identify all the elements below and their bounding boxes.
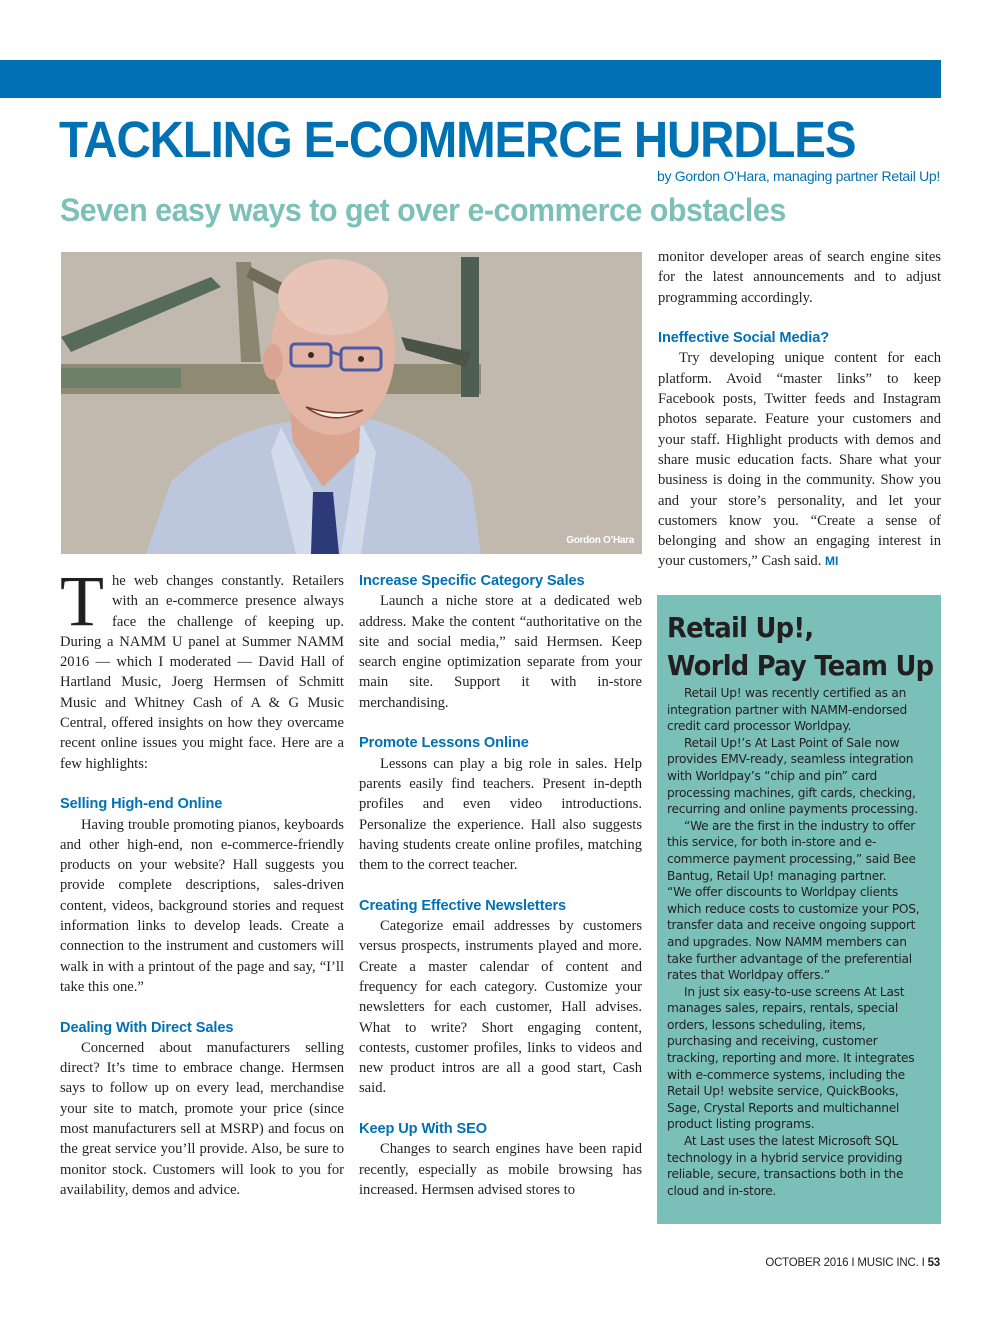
article-column-1 bbox=[60, 561, 344, 1200]
sidebar-paragraph: “We offer discounts to Worldpay clients which reduce costs to customize your POS, transfer data and receive ongoing support and upgrades. Now NAMM members can take further advantage of the preferential rates that Worldpay offers.” bbox=[667, 885, 920, 983]
section-body-continued: monitor developer areas of search engine sites for the latest announcements and to adjust programming accordingly. bbox=[658, 249, 941, 306]
sidebar-paragraph: Retail Up!’s At Last Point of Sale now provides EMV-ready, seamless integration with Worldpay’s “chip and pin” card processing machines, gift cards, checking, recurring and online payments processing. bbox=[667, 735, 918, 817]
header-color-band bbox=[0, 60, 941, 98]
article-subtitle: Seven easy ways to get over e-commerce obstacles bbox=[60, 192, 786, 228]
section-body-text: Try developing unique content for each platform. Avoid “master links” to keep Facebook posts, Twitter feeds and Instagram photos separate. Feature your customers and your staff. Highlight products with demos and share music education facts. Share what your business is doing in the community. Show you and your store’s personality, and let your customers know you. “Create a sense of belonging and show an engaging interest in your customers,” Cash said. bbox=[658, 350, 941, 570]
section-body: Lessons can play a big role in sales. Help parents easily find teachers. Present in-depth profiles and even video introductions. Personalize the experience. Hall also suggests having students create online profiles, matching them to the correct teacher. bbox=[359, 755, 642, 874]
page-footer bbox=[765, 1257, 940, 1269]
section-body: Concerned about manufacturers selling direct? It’s time to embrace change. Hermsen says to follow up on every lead, merchandise your site to match, promote your price (since most manufacturers sell at MSRP) and focus on the great service you’ll provide. Also, be sure to monitor stock. Customers will look to you for availability, demos and advice. bbox=[60, 1039, 344, 1198]
sidebar-paragraph: At Last uses the latest Microsoft SQL technology in a hybrid service providing reliable, secure, transactions both in the cloud and in-store. bbox=[667, 1134, 904, 1198]
article-column-2 bbox=[359, 571, 642, 1200]
byline: by Gordon O’Hara, managing partner Retail Up! bbox=[657, 168, 940, 184]
author-photo bbox=[61, 252, 642, 554]
section-body: Launch a niche store at a dedicated web address. Make the content “authoritative on the site and social media,” said Hermsen. Keep search engine optimization separate from your main site. Support it with in-store merchandising. bbox=[359, 593, 642, 711]
section-heading: Increase Specific Category Sales bbox=[359, 573, 585, 589]
section-heading: Selling High-end Online bbox=[60, 796, 223, 813]
article-title: TACKLING E-COMMERCE HURDLES bbox=[59, 111, 856, 168]
intro-text: he web changes constantly. Retailers with an e-commerce presence always face the challenge of keeping up. During a NAMM U panel at Summer NAMM 2016 — which I moderated — David Hall of Hartland Music, Joerg Hermsen of Schmitt Music and Whitney Cash of A & G Music Central, offered insights on how they overcame recent online issues you might face. Here are a few highlights: bbox=[60, 573, 344, 772]
sidebar-paragraph: “We are the first in the industry to offer this service, for both in-store and e-commerce payment processing,” said Bee Bantug, Retail Up! managing partner. bbox=[667, 818, 916, 883]
sidebar-paragraph: In just six easy-to-use screens At Last manages sales, repairs, rentals, special orders, lessons scheduling, items, purchasing and receiving, customer tracking, reporting and more. It integrates with e-commerce systems, including the Retail Up! website service, QuickBooks, Sage, Crystal Reports and multichannel product listing programs. bbox=[667, 984, 915, 1132]
section-body: Having trouble promoting pianos, keyboards and other high-end, non e-commerce-friendly products on your website? Hall suggests you provide complete descriptions, sales-driven content, videos, background stories and request information links to develop leads. Create a connection to the instrument and customers will walk in with a printout of the page and say, “I’ll take this one.” bbox=[60, 816, 344, 995]
section-heading: Keep Up With SEO bbox=[359, 1121, 487, 1138]
sidebar-box bbox=[657, 595, 941, 1224]
intro-paragraph bbox=[60, 561, 344, 774]
folio-text: OCTOBER 2016 I MUSIC INC. I bbox=[765, 1257, 928, 1269]
article-column-3 bbox=[658, 247, 941, 572]
section-body bbox=[658, 348, 941, 571]
sidebar-title-line2: World Pay Team Up bbox=[667, 649, 934, 682]
section-body: Categorize email addresses by customers versus prospects, instruments played and more. Create a master calendar of content and frequency for each category. Customize your newsletters for each customer, Hall advises. What to write? Short engaging content, contests, customer profiles, links to videos and new product intros are all a good start, Cash said. bbox=[359, 918, 642, 1097]
portrait-illustration bbox=[61, 252, 642, 554]
section-heading: Promote Lessons Online bbox=[359, 735, 529, 752]
section-heading: Creating Effective Newsletters bbox=[359, 897, 567, 914]
section-body: Changes to search engines have been rapid recently, especially as mobile browsing has increased. Hermsen advised stores to bbox=[359, 1141, 642, 1198]
photo-credit: Gordon O’Hara bbox=[566, 535, 634, 546]
drop-cap: T bbox=[60, 561, 104, 641]
sidebar-paragraph: Retail Up! was recently certified as an integration partner with NAMM-endorsed credit card processor Worldpay. bbox=[667, 686, 908, 734]
sidebar-title-line1: Retail Up!, bbox=[667, 611, 814, 644]
section-heading: Dealing With Direct Sales bbox=[60, 1019, 234, 1036]
section-heading: Ineffective Social Media? bbox=[658, 330, 830, 347]
page-number: 53 bbox=[927, 1257, 940, 1269]
end-mark: MI bbox=[825, 554, 839, 569]
